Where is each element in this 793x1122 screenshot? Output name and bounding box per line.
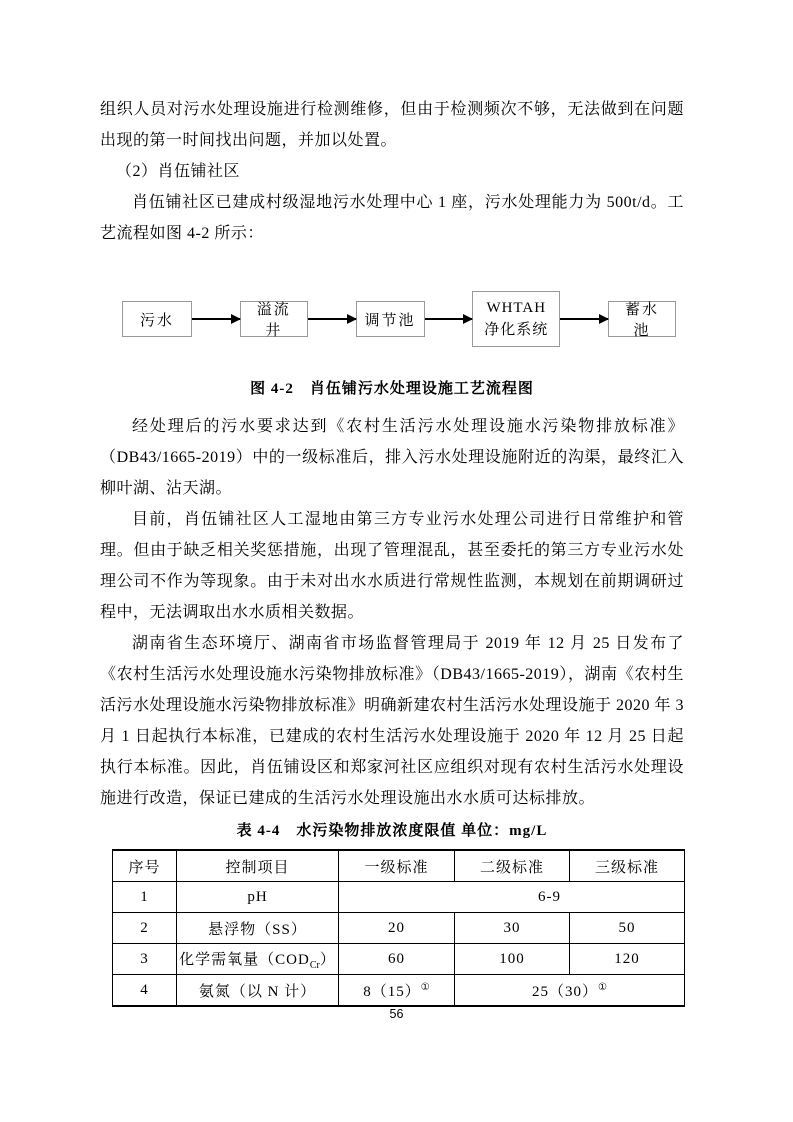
cell-level1 xyxy=(339,975,455,1007)
table-header-row xyxy=(113,850,685,882)
flow-arrow-icon xyxy=(192,318,240,320)
body-paragraph: 目前，肖伍铺社区人工湿地由第三方专业污水处理公司进行日常维护和管理。但由于缺乏相关奖惩措施，出现了管理混乱，甚至委托的第三方专业污水处理公司不作为等现象。由于未对出水水质进行常规性监测，本规划在前期调研过程中，无法调取出水水质相关数据。 xyxy=(100,511,684,621)
process-flow-diagram xyxy=(122,291,676,347)
flow-node-label: 蓄水池 xyxy=(624,302,659,339)
column-header-level3: 三级标准 xyxy=(570,850,685,882)
cell-item: 氨氮（以 N 计） xyxy=(177,975,339,1007)
cell-no: 3 xyxy=(113,944,177,975)
cell-item-subscript: Cr xyxy=(309,959,320,971)
flow-arrow-icon xyxy=(308,318,356,320)
cell-level2: 30 xyxy=(455,913,570,944)
cell-no: 1 xyxy=(113,882,177,913)
cell-merged-value xyxy=(455,975,685,1007)
cell-level3: 120 xyxy=(570,944,685,975)
cell-item-text: ） xyxy=(319,951,336,968)
page-number: 56 xyxy=(389,1007,404,1021)
cell-level3: 50 xyxy=(570,913,685,944)
column-header-no: 序号 xyxy=(113,850,177,882)
flow-node-regulating-tank xyxy=(356,301,425,337)
flow-node-label-line2: 净化系统 xyxy=(484,322,549,338)
cell-value: 25（30） xyxy=(532,983,599,1000)
column-header-item: 控制项目 xyxy=(177,850,339,882)
table-row xyxy=(113,944,685,975)
body-paragraph: 组织人员对污水处理设施进行检测维修，但由于检测频次不够，无法做到在问题出现的第一时间找出问题，并加以处置。 xyxy=(100,101,684,149)
flow-node-label-line1: WHTAH xyxy=(486,300,547,316)
cell-item xyxy=(177,944,339,975)
flow-arrow-icon xyxy=(425,318,473,320)
flow-node-overflow-well xyxy=(240,301,308,337)
cell-no: 2 xyxy=(113,913,177,944)
flow-arrow-icon xyxy=(560,318,608,320)
table-row xyxy=(113,913,685,944)
cell-item: 悬浮物（SS） xyxy=(177,913,339,944)
cell-merged-value: 6-9 xyxy=(339,882,685,913)
section-item-heading: （2）肖伍铺社区 xyxy=(116,163,241,180)
cell-no: 4 xyxy=(113,975,177,1007)
table-row xyxy=(113,882,685,913)
pollutant-limits-table xyxy=(112,849,685,1007)
cell-value: 8（15） xyxy=(363,983,421,1000)
column-header-level2: 二级标准 xyxy=(455,850,570,882)
body-paragraph: 经处理后的污水要求达到《农村生活污水处理设施水污染物排放标准》（DB43/1665-2019）中的一级标准后，排入污水处理设施附近的沟渠，最终汇入柳叶湖、沾天湖。 xyxy=(100,418,684,497)
flow-node-sewage xyxy=(122,301,192,337)
table-title: 表 4-4 水污染物排放浓度限值 单位：mg/L xyxy=(236,823,548,839)
cell-level2: 100 xyxy=(455,944,570,975)
footnote-marker: ① xyxy=(598,981,607,993)
figure-caption: 图 4-2 肖伍铺污水处理设施工艺流程图 xyxy=(250,381,534,397)
body-paragraph: 湖南省生态环境厅、湖南省市场监督管理局于 2019 年 12 月 25 日发布了《农村生活污水处理设施水污染物排放标准》（DB43/1665-2019），湖南《农村生活污水处理设施水污染物排放标准》明确新建农村生活污水处理设施于 2020 年 3 月 1 日起执行本标准，已建成的农村生活污水处理设施于 2020 年 12 月 25 日起执行本标准。因此，肖伍铺设区和郑家河社区应组织对现有农村生活污水处理设施进行改造，保证已建成的生活污水处理设施出水水质可达标排放。 xyxy=(100,635,685,807)
flow-node-label: 污水 xyxy=(139,312,174,329)
footnote-marker: ① xyxy=(420,981,430,993)
body-paragraph: 肖伍铺社区已建成村级湿地污水处理中心 1 座，污水处理能力为 500t/d。工艺流程如图 4-2 所示： xyxy=(100,194,684,242)
cell-level1: 20 xyxy=(339,913,455,944)
flow-node-label: 调节池 xyxy=(364,312,416,329)
table-row xyxy=(113,975,685,1007)
flow-node-label: 溢流井 xyxy=(256,302,291,339)
flow-node-storage-tank xyxy=(608,301,676,337)
page-content xyxy=(100,94,684,1007)
cell-item: pH xyxy=(177,882,339,913)
cell-level1: 60 xyxy=(339,944,455,975)
flow-node-whtah-purification-system xyxy=(472,291,560,347)
column-header-level1: 一级标准 xyxy=(339,850,455,882)
cell-item-text: 化学需氧量（COD xyxy=(179,951,310,968)
